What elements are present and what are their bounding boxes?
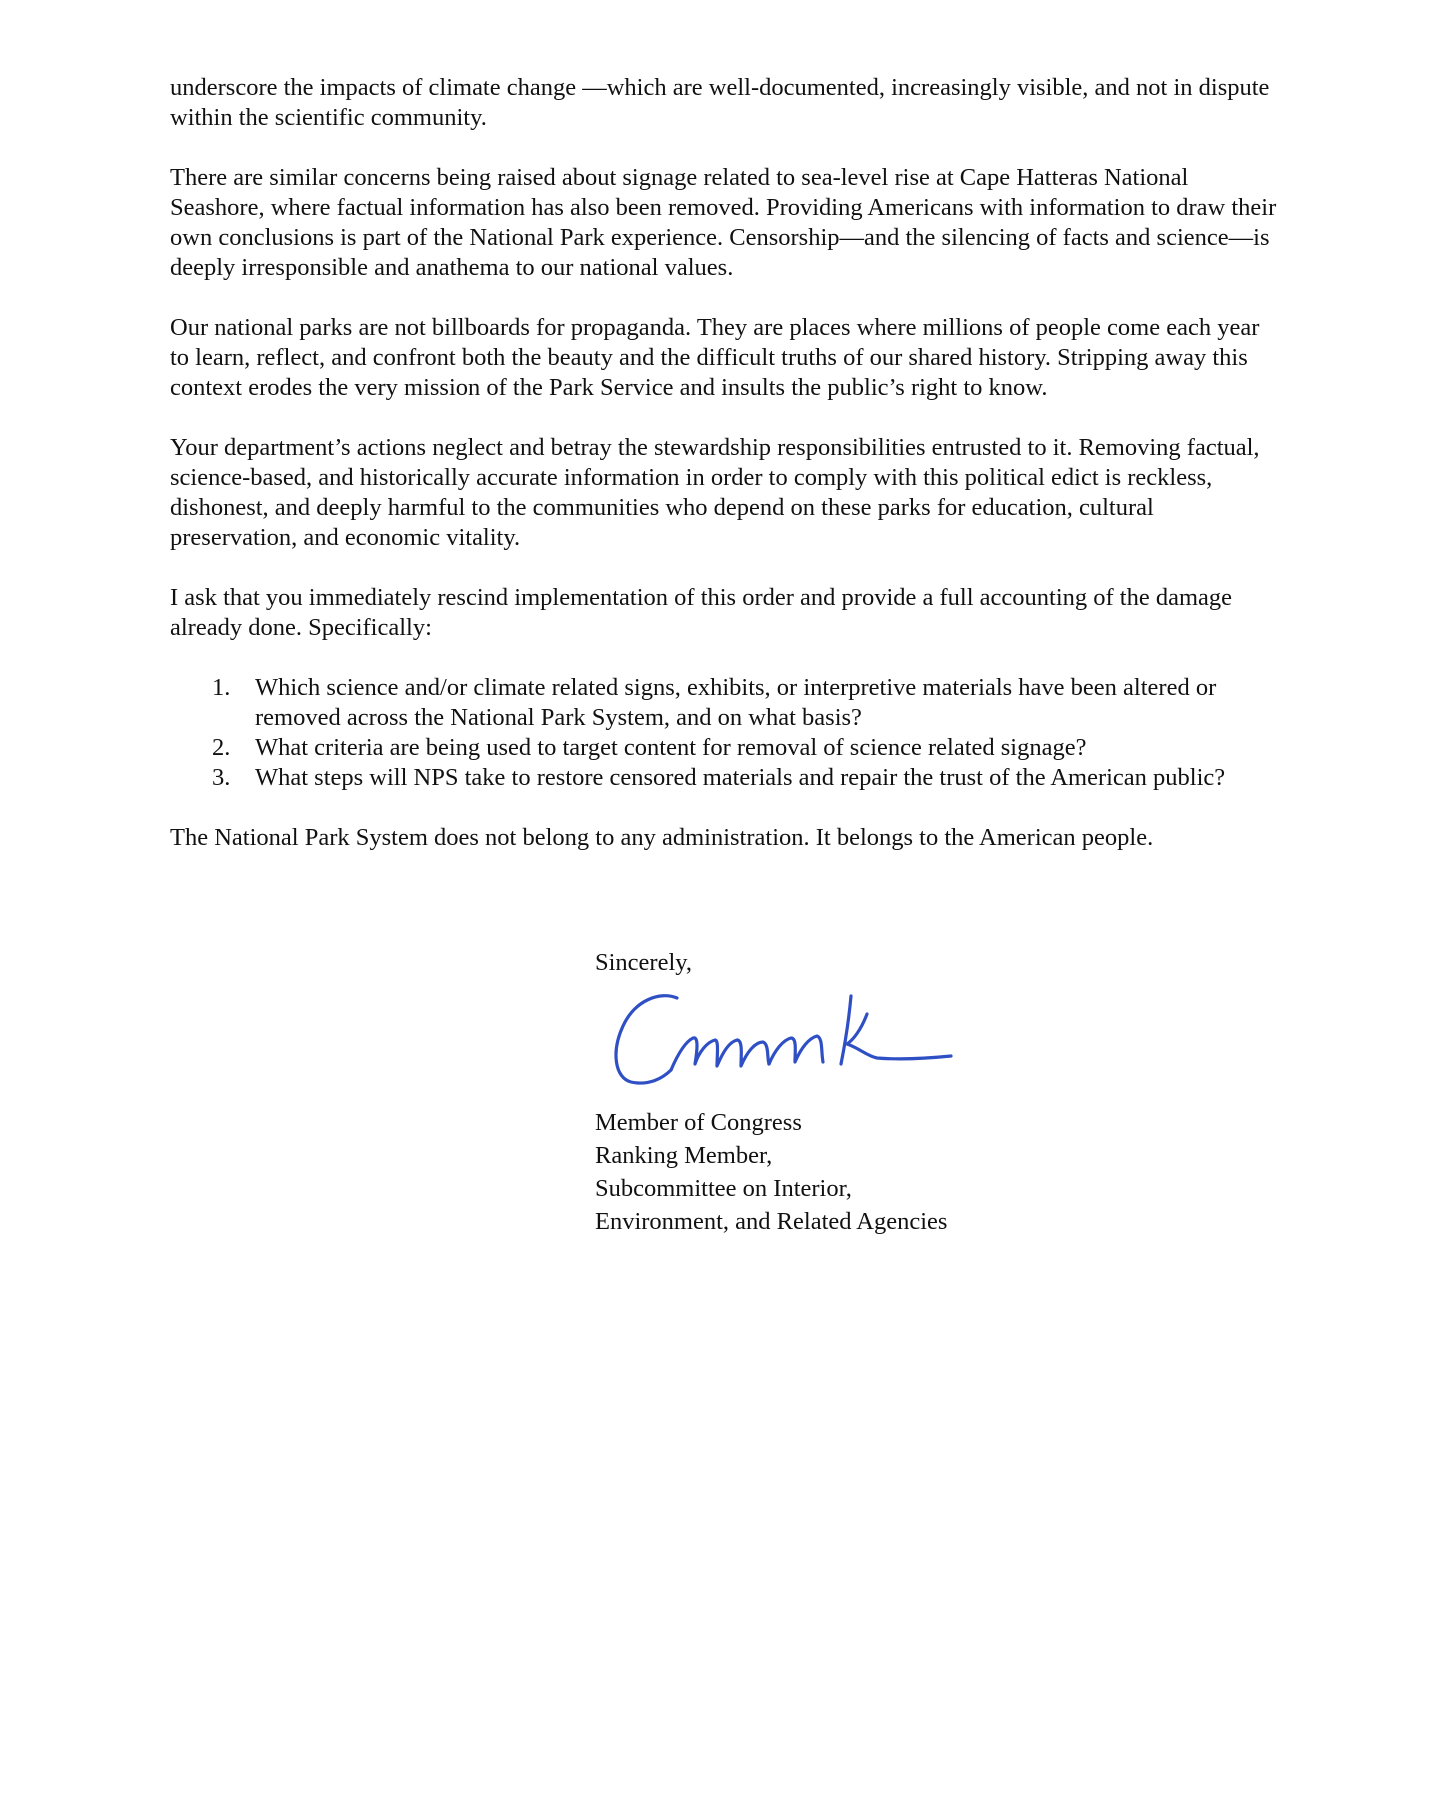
signer-title-line: Subcommittee on Interior,: [595, 1175, 852, 1202]
paragraph-climate-impacts: underscore the impacts of climate change —which are well-documented, increasingly visible, and not in dispute within the scientific community.: [170, 74, 1270, 131]
question-number: 3.: [212, 764, 231, 791]
signature-stroke-m: [769, 1036, 823, 1064]
handwritten-signature: [605, 986, 975, 1096]
signer-title-line: Member of Congress: [595, 1109, 802, 1136]
question-item: [170, 673, 1280, 733]
closing-block: [595, 948, 1095, 1238]
paragraph-cape-hatteras: There are similar concerns being raised about signage related to sea-level rise at Cape Hatteras National Seashore, where factual information has also been removed. Providing Americans with information to draw their own conclusions is part of the National Park experience. Censorship—and the silencing of facts and science—is deeply irresponsible and anathema to our national values.: [170, 164, 1277, 281]
question-list: [170, 673, 1280, 793]
signer-title-line: Environment, and Related Agencies: [595, 1208, 948, 1235]
paragraph-propaganda: Our national parks are not billboards for propaganda. They are places where millions of people come each year to learn, reflect, and confront both the beauty and the difficult truths of our shared history. Stripping away this context erodes the very mission of the Park Service and insults the public’s right to know.: [170, 314, 1260, 401]
signature-block: [595, 1106, 1095, 1238]
signature-stroke-k: [841, 996, 851, 1064]
signature-stroke-loops: [671, 1038, 769, 1070]
signature-stroke-c: [616, 996, 677, 1083]
question-text: Which science and/or climate related signs, exhibits, or interpretive materials have been altered or removed across the National Park System, and on what basis?: [255, 674, 1217, 731]
question-number: 2.: [212, 734, 231, 761]
paragraph-stewardship: Your department’s actions neglect and betray the stewardship responsibilities entrusted to it. Removing factual, science-based, and historically accurate information in order to comply with this political edict is reckless, dishonest, and deeply harmful to the communities who depend on these parks for education, cultural preservation, and economic vitality.: [170, 434, 1260, 551]
question-text: What criteria are being used to target content for removal of science related signage?: [255, 734, 1087, 761]
question-text: What steps will NPS take to restore censored materials and repair the trust of the American public?: [255, 764, 1226, 791]
question-item: [170, 733, 1280, 763]
signer-title-line: Ranking Member,: [595, 1142, 773, 1169]
paragraph-request: I ask that you immediately rescind implementation of this order and provide a full accounting of the damage already done. Specifically:: [170, 584, 1233, 641]
closing-salutation: Sincerely,: [595, 949, 693, 976]
question-item: [170, 763, 1280, 793]
paragraph-final: The National Park System does not belong to any administration. It belongs to the American people.: [170, 824, 1154, 851]
letter-body: [170, 73, 1280, 883]
signature-stroke-k-arm: [847, 1014, 951, 1059]
question-number: 1.: [212, 674, 231, 701]
